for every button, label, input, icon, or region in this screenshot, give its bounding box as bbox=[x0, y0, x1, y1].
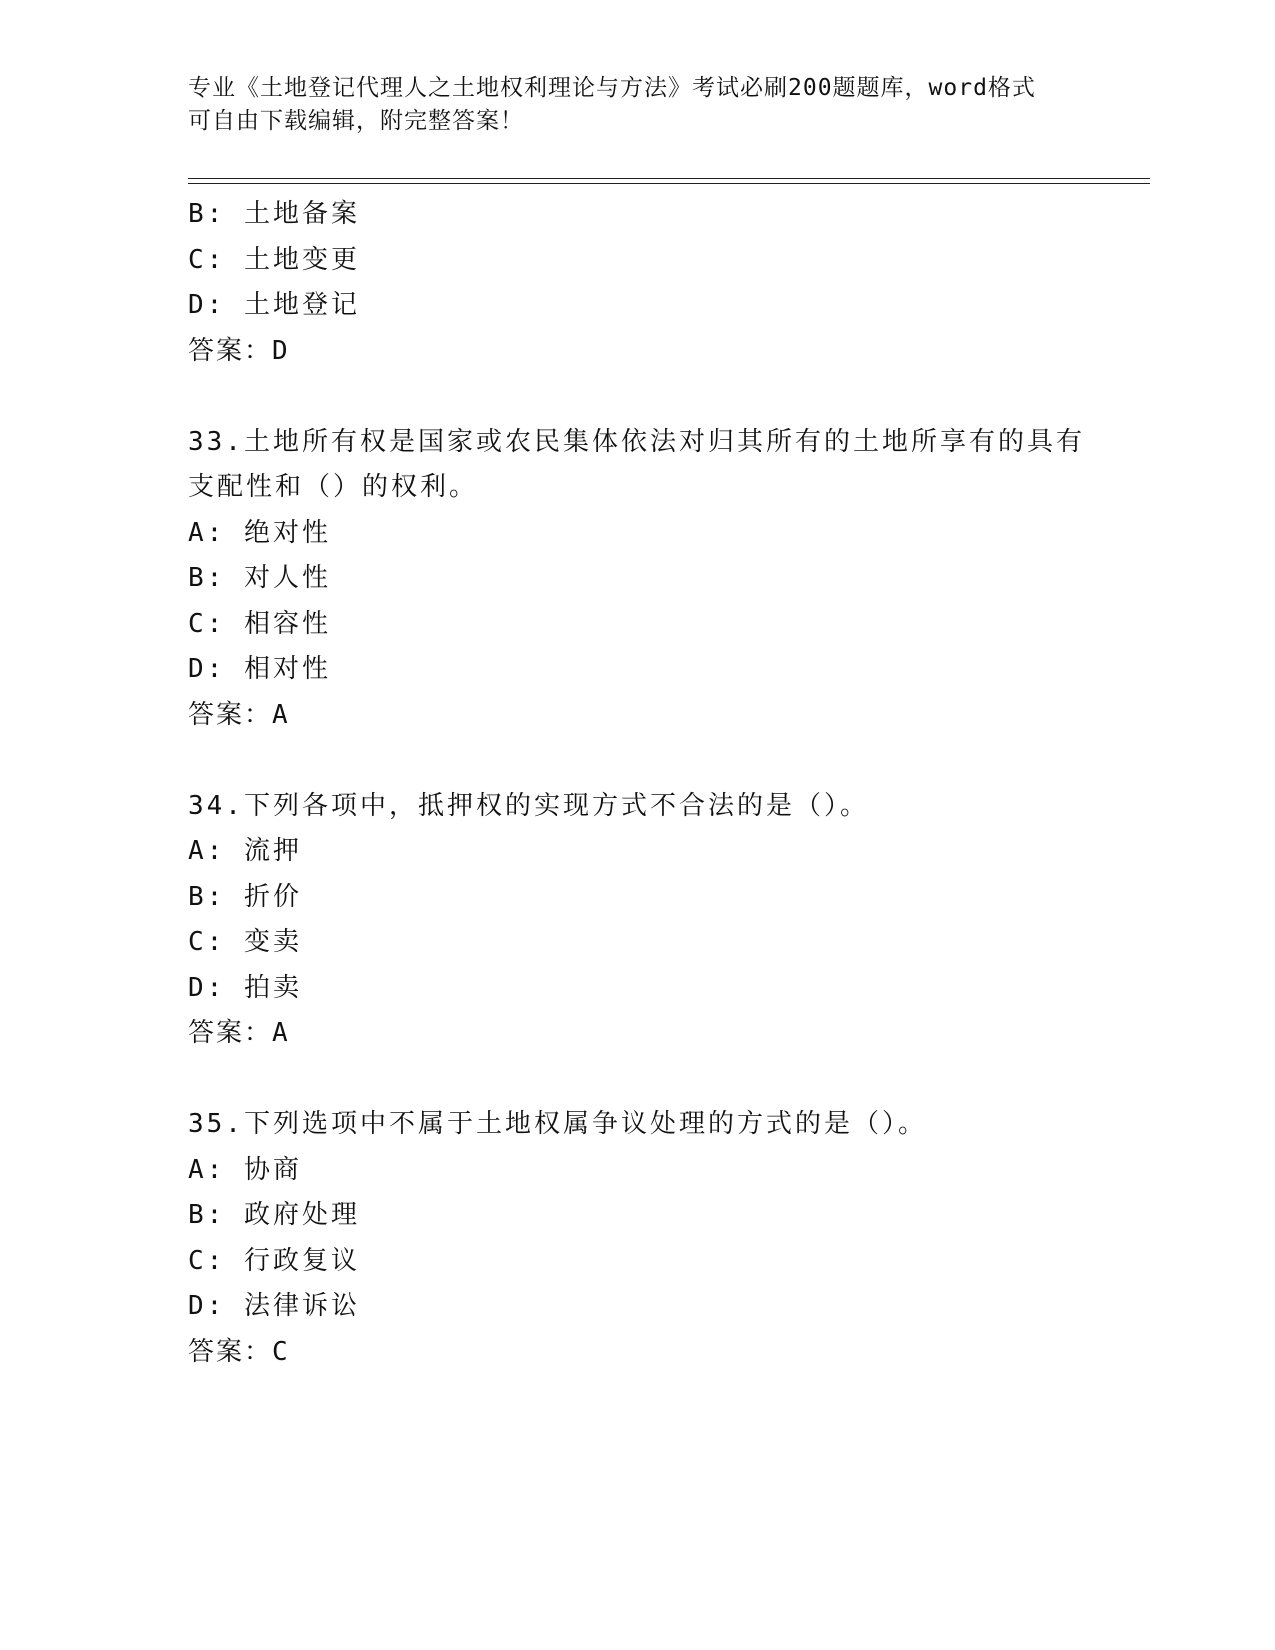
question-32-partial bbox=[188, 192, 1088, 374]
answer-line bbox=[188, 1011, 1088, 1057]
question-33 bbox=[188, 420, 1088, 739]
option-a: A: 协商 bbox=[188, 1154, 302, 1185]
answer-label: 答案： bbox=[188, 1018, 273, 1048]
spacer bbox=[188, 374, 1088, 420]
option-c: C: 变卖 bbox=[188, 927, 302, 957]
header-divider-top bbox=[188, 178, 1150, 179]
answer-value: D bbox=[272, 335, 290, 366]
option-d: D: 法律诉讼 bbox=[188, 1291, 360, 1321]
option-d: D: 拍卖 bbox=[188, 972, 302, 1003]
option-a: A: 绝对性 bbox=[188, 517, 331, 548]
answer-line bbox=[188, 693, 1088, 739]
header-divider-bottom bbox=[188, 183, 1150, 184]
question-34 bbox=[188, 784, 1088, 1057]
answer-value: A bbox=[272, 699, 290, 730]
question-list bbox=[188, 192, 1088, 1375]
document-header bbox=[188, 72, 1068, 138]
option-d: D: 相对性 bbox=[188, 654, 331, 684]
answer-value: C bbox=[272, 1336, 290, 1367]
answer-line bbox=[188, 329, 1088, 375]
spacer bbox=[188, 1057, 1088, 1103]
option-b: B: 对人性 bbox=[188, 563, 331, 593]
question-stem: 35.下列选项中不属于土地权属争议处理的方式的是（）。 bbox=[188, 1109, 927, 1139]
answer-label: 答案： bbox=[188, 335, 273, 366]
option-c: C: 土地变更 bbox=[188, 244, 360, 275]
option-b: B: 政府处理 bbox=[188, 1200, 360, 1230]
option-a: A: 流押 bbox=[188, 836, 302, 866]
question-stem-continued: 支配性和（）的权利。 bbox=[188, 472, 479, 502]
question-35 bbox=[188, 1102, 1088, 1375]
option-c: C: 相容性 bbox=[188, 608, 331, 639]
question-stem: 34.下列各项中，抵押权的实现方式不合法的是（）。 bbox=[188, 790, 869, 821]
question-stem: 33.土地所有权是国家或农民集体依法对归其所有的土地所享有的具有 bbox=[188, 426, 1085, 457]
option-c: C: 行政复议 bbox=[188, 1245, 360, 1276]
answer-label: 答案： bbox=[188, 699, 273, 730]
header-line-1: 专业《土地登记代理人之土地权利理论与方法》考试必刷200题题库，word格式 bbox=[188, 75, 1036, 101]
answer-label: 答案： bbox=[188, 1336, 273, 1367]
option-b: B: 土地备案 bbox=[188, 199, 360, 229]
answer-value: A bbox=[272, 1018, 290, 1048]
spacer bbox=[188, 738, 1088, 784]
answer-line bbox=[188, 1330, 1088, 1376]
option-d: D: 土地登记 bbox=[188, 290, 360, 320]
option-b: B: 折价 bbox=[188, 881, 302, 912]
header-line-2: 可自由下载编辑，附完整答案！ bbox=[188, 108, 524, 134]
